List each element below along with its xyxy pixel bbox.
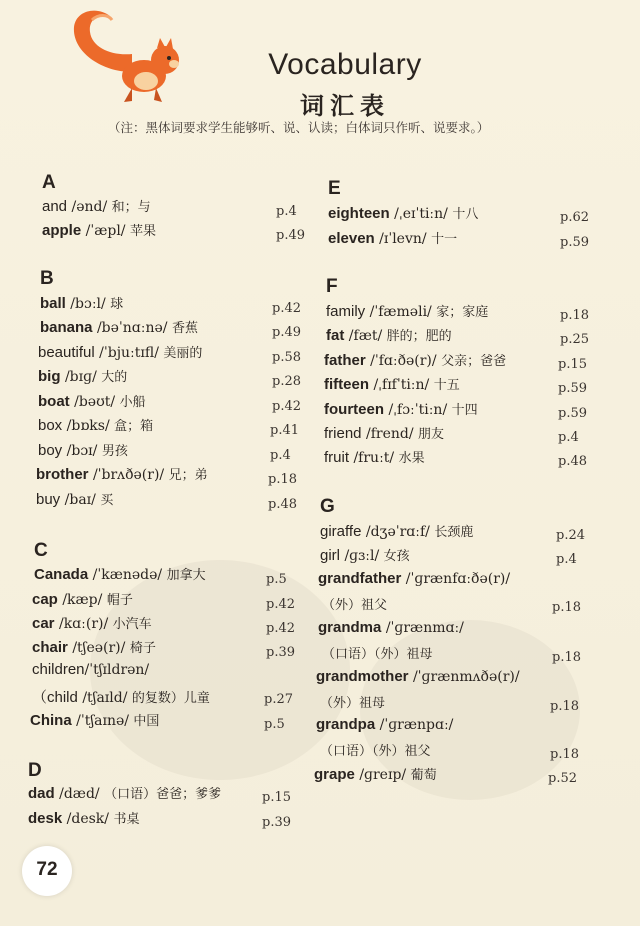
entry-page: p.4 — [276, 204, 297, 219]
entry-meaning: （外）祖父 — [322, 598, 388, 613]
entry-meaning: （口语）（外）祖父 — [320, 744, 431, 759]
entry-phonetic: /kæp/ — [62, 592, 103, 608]
entry-word: friend — [324, 425, 362, 442]
entry-meaning: 十四 — [451, 403, 478, 418]
entry-phonetic: /ˈæpl/ — [85, 223, 126, 239]
entry-page: p.25 — [560, 332, 589, 347]
entry-phonetic: /ˈbrʌðə(r)/ — [92, 467, 165, 483]
entry-phonetic: /ˈɡrænmɑː/ — [385, 620, 464, 636]
entry-meaning: 长颈鹿 — [434, 525, 474, 540]
vocab-entry — [42, 220, 156, 239]
vocab-entry — [28, 808, 139, 827]
entry-phonetic: /ənd/ — [71, 199, 108, 215]
vocab-entry — [32, 637, 156, 656]
entry-page: p.49 — [272, 325, 301, 340]
entry-phonetic: /ˈtʃɪldrən/ — [84, 662, 150, 678]
entry-word: desk — [28, 810, 63, 827]
entry-meaning: 和；与 — [111, 200, 151, 215]
entry-meaning: （外）祖母 — [320, 696, 386, 711]
entry-phonetic: /ˈbjuːtɪfl/ — [99, 345, 159, 361]
entry-word: ball — [40, 295, 66, 312]
entry-page: p.62 — [560, 210, 589, 225]
entry-phonetic: /bəˈnɑːnə/ — [96, 320, 168, 336]
entry-meaning: 葡萄 — [410, 768, 437, 783]
vocab-entry — [36, 489, 113, 508]
entry-page: p.28 — [272, 374, 301, 389]
entry-phonetic: /bɪɡ/ — [64, 369, 97, 385]
entry-phonetic: /fruːt/ — [353, 450, 395, 466]
vocab-entry — [324, 374, 460, 393]
entry-meaning: 帽子 — [106, 593, 133, 608]
vocab-entry — [316, 668, 520, 685]
entry-page: p.58 — [272, 350, 301, 365]
entry-meaning: 男孩 — [101, 444, 128, 459]
page-subtitle: 词汇表 — [300, 91, 390, 120]
entry-word: grape — [314, 766, 355, 783]
vocab-entry — [38, 342, 202, 361]
vocab-entry — [328, 228, 457, 247]
vocab-entry — [324, 447, 425, 466]
entry-phonetic: /ɡɜːl/ — [344, 548, 380, 564]
vocab-entry — [42, 196, 151, 215]
entry-phonetic: /bɔɪ/ — [66, 443, 98, 459]
entry-meaning: 小汽车 — [112, 617, 152, 632]
entry-phonetic: /ˌfɪfˈtiːn/ — [373, 377, 430, 393]
entry-phonetic: /dʒəˈrɑːf/ — [365, 524, 430, 540]
vocab-entry — [32, 661, 149, 678]
entry-word: boy — [38, 442, 63, 459]
entry-meaning: 苹果 — [129, 224, 156, 239]
entry-phonetic: /desk/ — [66, 811, 110, 827]
vocab-entry — [320, 521, 473, 540]
entry-meaning: 香蕉 — [171, 321, 198, 336]
entry-phonetic: /bɒks/ — [66, 418, 110, 434]
entry-word: fifteen — [324, 376, 369, 393]
section-letter-d: D — [28, 760, 42, 781]
page-number: 72 — [36, 859, 58, 880]
entry-word: cap — [32, 591, 58, 608]
vocab-entry — [32, 613, 152, 632]
vocab-entry — [40, 293, 123, 312]
entry-page: p.39 — [262, 815, 291, 830]
entry-phonetic: /bɔːl/ — [70, 296, 106, 312]
entry-phonetic: /ˌeɪˈtiːn/ — [394, 206, 448, 222]
entry-page: p.18 — [552, 650, 581, 665]
vocab-entry — [36, 464, 208, 483]
entry-meaning: 加拿大 — [166, 568, 206, 583]
entry-page: p.42 — [272, 399, 301, 414]
entry-phonetic: /ˌfɔːˈtiːn/ — [388, 402, 448, 418]
vocab-entry — [32, 686, 210, 707]
entry-word: banana — [40, 319, 93, 336]
vocab-entry — [40, 317, 198, 336]
entry-word: fruit — [324, 449, 350, 466]
entry-word: father — [324, 352, 366, 369]
vocab-entry — [326, 301, 488, 320]
entry-page: p.48 — [268, 497, 297, 512]
vocab-entry — [324, 399, 478, 418]
entry-phonetic: /tʃaɪld/ — [82, 690, 128, 706]
usage-note: （注：黑体词要求学生能够听、说、认读；白体词只作听、说要求。） — [108, 120, 490, 135]
entry-word: grandma — [318, 619, 382, 636]
entry-word: fat — [326, 327, 345, 344]
section-letter-f: F — [326, 276, 338, 297]
entry-phonetic: /ɡreɪp/ — [359, 767, 407, 783]
vocab-entry — [324, 423, 444, 442]
entry-meaning: 兄；弟 — [168, 468, 208, 483]
entry-meaning: 的复数）儿童 — [131, 691, 210, 706]
vocab-entry — [320, 545, 410, 564]
entry-phonetic: /ˈkænədə/ — [92, 567, 163, 583]
entry-meaning: 父亲；爸爸 — [441, 354, 507, 369]
entry-meaning: 十五 — [433, 378, 460, 393]
vocab-entry — [32, 589, 133, 608]
entry-word: （child — [32, 689, 78, 706]
entry-page: p.15 — [558, 357, 587, 372]
entry-word: dad — [28, 785, 55, 802]
entry-meaning: 中国 — [133, 714, 160, 729]
entry-word: fourteen — [324, 401, 384, 418]
entry-page: p.4 — [558, 430, 579, 445]
entry-meaning: 大的 — [101, 370, 128, 385]
section-letter-b: B — [40, 268, 54, 289]
entry-phonetic: /ˈɡrænmʌðə(r)/ — [412, 669, 520, 685]
vocab-entry — [28, 783, 221, 802]
page-title: Vocabulary — [268, 48, 422, 81]
entry-page: p.52 — [548, 771, 577, 786]
entry-page: p.49 — [276, 228, 305, 243]
vocab-entry — [328, 203, 478, 222]
entry-page: p.24 — [556, 528, 585, 543]
vocab-entry — [38, 415, 153, 434]
entry-page: p.5 — [264, 717, 285, 732]
entry-page: p.59 — [558, 381, 587, 396]
vocab-entry — [30, 710, 159, 729]
entry-word: grandmother — [316, 668, 409, 685]
entry-word: car — [32, 615, 55, 632]
entry-meaning: 盒；箱 — [114, 419, 154, 434]
entry-word: family — [326, 303, 366, 320]
entry-meaning: 椅子 — [129, 641, 156, 656]
entry-meaning: 胖的；肥的 — [386, 329, 452, 344]
entry-meaning: 女孩 — [383, 549, 410, 564]
entry-phonetic: /tʃeə(r)/ — [72, 640, 126, 656]
vocab-entry — [318, 619, 464, 636]
entry-page: p.5 — [266, 572, 287, 587]
vocab-entry — [314, 764, 437, 783]
entry-word: boat — [38, 393, 70, 410]
entry-page: p.18 — [560, 308, 589, 323]
entry-page: p.4 — [270, 448, 291, 463]
entry-page: p.59 — [558, 406, 587, 421]
entry-meaning: 美丽的 — [163, 346, 203, 361]
entry-meaning: 买 — [100, 493, 114, 508]
entry-meaning: （口语）（外）祖母 — [322, 647, 433, 662]
entry-word: apple — [42, 222, 82, 239]
entry-page: p.4 — [556, 552, 577, 567]
entry-page: p.27 — [264, 692, 293, 707]
vocab-entry — [320, 740, 431, 759]
entry-meaning: （口语）爸爸；爹爹 — [104, 787, 222, 802]
vocab-entry — [318, 570, 510, 587]
section-letter-g: G — [320, 496, 335, 517]
entry-phonetic: /ˈɡrænpɑː/ — [379, 717, 454, 733]
vocab-entry — [38, 366, 127, 385]
entry-page: p.42 — [266, 597, 295, 612]
entry-word: grandpa — [316, 716, 376, 733]
entry-page: p.42 — [272, 301, 301, 316]
entry-phonetic: /ˈfɑːðə(r)/ — [370, 353, 437, 369]
entry-phonetic: /ˈfæməli/ — [369, 304, 432, 320]
vocab-entry — [322, 643, 433, 662]
entry-phonetic: /kɑː(r)/ — [58, 616, 109, 632]
vocab-entry — [34, 564, 206, 583]
entry-page: p.18 — [268, 472, 297, 487]
entry-word: buy — [36, 491, 61, 508]
entry-word: box — [38, 417, 63, 434]
vocab-entry — [316, 716, 453, 733]
entry-page: p.18 — [550, 747, 579, 762]
section-letter-e: E — [328, 178, 341, 199]
entry-meaning: 球 — [110, 297, 124, 312]
entry-phonetic: /frend/ — [365, 426, 414, 442]
entry-word: eighteen — [328, 205, 390, 222]
vocab-entry — [326, 325, 452, 344]
entry-word: beautiful — [38, 344, 95, 361]
entry-word: brother — [36, 466, 89, 483]
entry-word: China — [30, 712, 72, 729]
entry-phonetic: /baɪ/ — [64, 492, 96, 508]
entry-word: girl — [320, 547, 341, 564]
vocab-entry — [322, 594, 387, 613]
entry-meaning: 水果 — [398, 451, 425, 466]
entry-page: p.59 — [560, 235, 589, 250]
section-letter-a: A — [42, 172, 56, 193]
entry-meaning: 十一 — [431, 232, 458, 247]
entry-meaning: 家；家庭 — [436, 305, 489, 320]
entry-page: p.18 — [550, 699, 579, 714]
entry-meaning: 书桌 — [113, 812, 140, 827]
entry-word: big — [38, 368, 61, 385]
entry-word: giraffe — [320, 523, 362, 540]
entry-page: p.42 — [266, 621, 295, 636]
section-letter-c: C — [34, 540, 48, 561]
vocab-entry — [38, 440, 128, 459]
entry-meaning: 小船 — [119, 395, 146, 410]
entry-page: p.15 — [262, 790, 291, 805]
vocab-entry — [324, 350, 506, 369]
entry-phonetic: /bəʊt/ — [74, 394, 116, 410]
entry-page: p.48 — [558, 454, 587, 469]
entry-meaning: 十八 — [452, 207, 479, 222]
entry-phonetic: /ˈɡrænfɑːðə(r)/ — [405, 571, 511, 587]
entry-page: p.39 — [266, 645, 295, 660]
entry-word: grandfather — [318, 570, 402, 587]
entry-phonetic: /fæt/ — [348, 328, 383, 344]
entry-meaning: 朋友 — [418, 427, 445, 442]
entry-word: and — [42, 198, 68, 215]
entry-page: p.18 — [552, 600, 581, 615]
entry-word: children — [32, 661, 85, 678]
entry-word: Canada — [34, 566, 89, 583]
page-number-badge — [22, 846, 72, 896]
entry-word: eleven — [328, 230, 375, 247]
entry-word: chair — [32, 639, 68, 656]
entry-page: p.41 — [270, 423, 299, 438]
vocab-entry — [38, 391, 146, 410]
vocab-entry — [320, 692, 385, 711]
squirrel-illustration — [62, 2, 192, 112]
entry-phonetic: /ɪˈlevn/ — [379, 231, 427, 247]
entry-phonetic: /ˈtʃaɪnə/ — [76, 713, 129, 729]
entry-phonetic: /dæd/ — [59, 786, 100, 802]
